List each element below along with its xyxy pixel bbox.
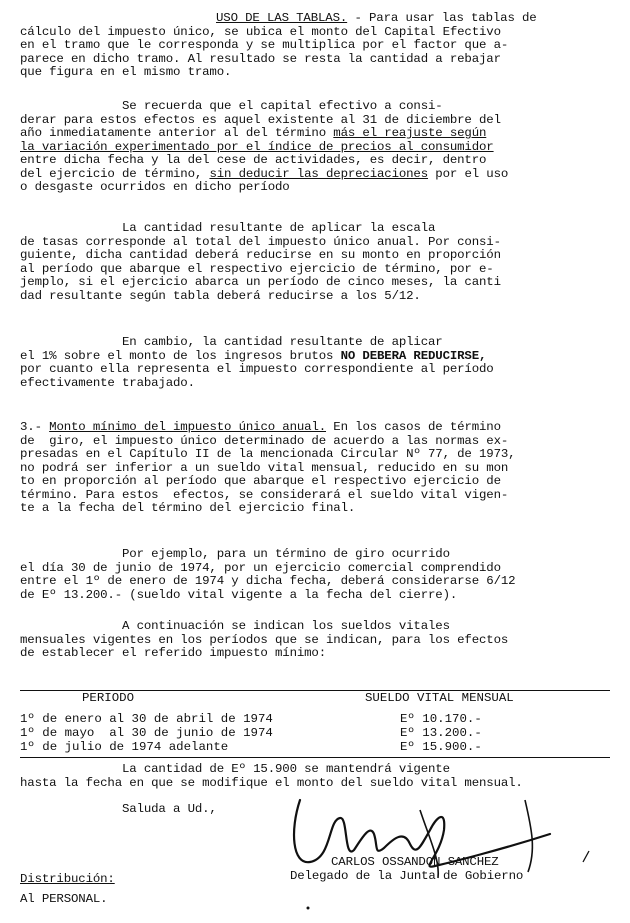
text-line: te a la fecha del término del ejercicio final. — [20, 501, 356, 515]
text-line: efectivamente trabajado. — [20, 375, 195, 390]
paragraph-cantidad-vigente — [20, 763, 610, 790]
paragraph-por-ejemplo — [20, 548, 610, 602]
distribution-value: Al PERSONAL. — [20, 892, 108, 906]
cell-sueldo: Eº 13.200.- — [400, 726, 482, 740]
text-line: derar para estos efectos es aquel existente al 31 de diciembre del — [20, 112, 501, 127]
text-line: La cantidad de Eº 15.900 se mantendrá vigente — [20, 762, 450, 776]
text-line: cálculo del impuesto único, se ubica el monto del Capital Efectivo — [20, 24, 501, 39]
text-line: en el tramo que le corresponda y se multiplica por el factor que a- — [20, 38, 509, 52]
text-line: presadas en el Capítulo II de la mencionada Circular Nº 77, de 1973, — [20, 447, 516, 461]
text-line: to en proporción al período que abarque el respectivo ejercicio de — [20, 474, 501, 488]
text-line: que figura en el mismo tramo. — [20, 65, 232, 79]
text-line: término. Para estos efectos, se considerará el sueldo vital vigen- — [20, 487, 509, 502]
text-line: del ejercicio de término, — [20, 166, 210, 181]
signer-title: Delegado de la Junta de Gobierno — [290, 869, 524, 883]
text-line: jemplo, si el ejercicio abarca un período de cinco meses, la canti — [20, 275, 501, 289]
section-title-uso-tablas: USO DE LAS TABLAS. — [216, 11, 348, 25]
paragraph-capital-efectivo — [20, 100, 610, 195]
header-periodo: PERIODO — [82, 691, 135, 705]
paragraph-monto-minimo — [20, 421, 610, 516]
table-header — [20, 692, 610, 706]
cell-sueldo: Eº 15.900.- — [400, 740, 482, 754]
text-line: Por ejemplo, para un término de giro ocurrido — [20, 547, 450, 561]
text-line: año inmediatamente anterior al del término — [20, 126, 334, 140]
text-line: En cambio, la cantidad resultante de aplicar — [20, 335, 443, 349]
underlined-phrase: más el reajuste según — [333, 126, 487, 140]
closing-salutation: Saluda a Ud., — [20, 802, 217, 816]
table-row — [20, 727, 610, 741]
table-bottom-rule — [20, 757, 610, 758]
text-line: o desgaste ocurridos en dicho período — [20, 180, 290, 194]
underlined-line: la variación experimentado por el índice de precios al consumidor — [20, 139, 494, 154]
text-line: hasta la fecha en que se modifique el monto del sueldo vital mensual. — [20, 775, 523, 790]
text-line: por el uso — [428, 166, 509, 181]
paragraph-cantidad-resultante — [20, 222, 610, 303]
underlined-phrase: sin deducir las depreciaciones — [209, 166, 429, 181]
cell-sueldo: Eº 10.170.- — [400, 712, 482, 726]
text-line: el 1% sobre el monto de los ingresos brutos — [20, 348, 341, 363]
text-line: de tasas corresponde al total del impuesto único anual. Por consi- — [20, 234, 501, 249]
table-row — [20, 713, 610, 727]
paragraph-a-continuacion — [20, 620, 610, 661]
text-line: de Eº 13.200.- (sueldo vital vigente a la fecha del cierre). — [20, 587, 458, 602]
stray-mark — [580, 850, 592, 864]
header-sueldo-vital: SUELDO VITAL MENSUAL — [365, 691, 514, 705]
text-line: de giro, el impuesto único determinado de acuerdo a las normas ex- — [20, 433, 509, 448]
paragraph-uso-tablas — [20, 12, 610, 80]
section-number: 3.- — [20, 420, 50, 434]
text-line: entre dicha fecha y la del cese de actividades, es decir, dentro — [20, 153, 487, 167]
text-line: guiente, dicha cantidad deberá reducirse en su monto en proporción — [20, 248, 501, 262]
text-line: La cantidad resultante de aplicar la escala — [20, 221, 436, 235]
text-line: de establecer el referido impuesto mínimo: — [20, 646, 326, 660]
signer-name: CARLOS OSSANDON SANCHEZ — [331, 855, 499, 869]
cell-periodo: 1º de enero al 30 de abril de 1974 — [20, 712, 273, 726]
table-row — [20, 741, 610, 755]
stray-dot — [305, 905, 311, 911]
text-line: no podrá ser inferior a un sueldo vital mensual, reducido en su mon — [20, 460, 509, 475]
text-line: al período que abarque el respectivo ejercicio de término, por e- — [20, 261, 494, 276]
text-line: el día 30 de junio de 1974, por un ejercicio comercial comprendido — [20, 560, 501, 575]
text-line: entre el 1º de enero de 1974 y dicha fecha, deberá considerarse 6/12 — [20, 574, 516, 588]
text-line: A continuación se indican los sueldos vitales — [20, 619, 450, 633]
text-line: por cuanto ella representa el impuesto correspondiente al período — [20, 362, 494, 376]
distribution-label: Distribución: — [20, 872, 115, 886]
text-line: dad resultante según tabla deberá reducirse a los 5/12. — [20, 288, 421, 303]
text-line: En los casos de término — [326, 420, 501, 434]
cell-periodo: 1º de mayo al 30 de junio de 1974 — [20, 726, 273, 740]
paragraph-en-cambio — [20, 336, 610, 390]
section-title-monto-minimo: Monto mínimo del impuesto único anual. — [49, 420, 327, 434]
text-line: parece en dicho tramo. Al resultado se resta la cantidad a rebajar — [20, 51, 501, 66]
text-line: mensuales vigentes en los períodos que se indican, para los efectos — [20, 632, 509, 647]
bold-phrase: NO DEBERA REDUCIRSE, — [340, 348, 487, 363]
cell-periodo: 1º de julio de 1974 adelante — [20, 740, 229, 754]
text-line: Se recuerda que el capital efectivo a consi- — [20, 99, 443, 113]
text-line: - Para usar las tablas de — [347, 11, 537, 25]
